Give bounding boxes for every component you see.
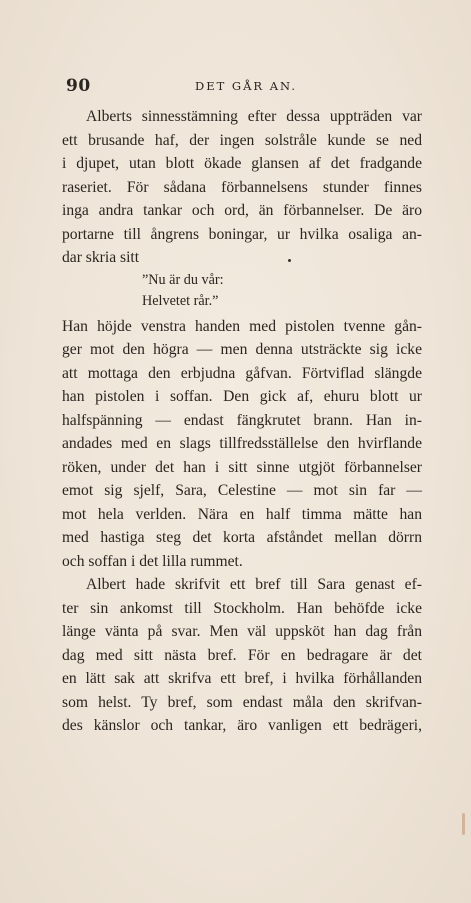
text-line: som helst. Ty bref, som endast måla den skrifvan- (62, 693, 422, 711)
text-line: dar skria sitt (62, 249, 140, 266)
text-line: ter sin ankomst till Stockholm. Han behöfde icke (62, 599, 422, 617)
ink-dot (288, 259, 291, 262)
text-line: röken, under det han i sitt sinne utgjöt förbannelser (62, 458, 422, 476)
text-line: Alberts sinnesstämning efter dessa uppträden var (86, 108, 422, 125)
page-number: 90 (66, 76, 91, 96)
text-line: emot sig sjelf, Sara, Celestine — mot sin far — (62, 482, 422, 499)
text-line: att mottaga den erbjudna gåfvan. Förtviflad slängde (62, 364, 422, 382)
text-line: med hastiga steg det korta afståndet mellan dörrn (62, 529, 422, 546)
paper-stain (462, 813, 465, 835)
text-line: en lätt sak att skrifva ett bref, i hvilka förhållanden (62, 670, 422, 687)
text-line: portarne till ångrens boningar, ur hvilka osaliga an- (62, 225, 422, 243)
text-line: halfspänning — endast fängkrutet brann. Han in- (62, 411, 422, 429)
text-line: dag med sitt nästa bref. För en bedragare är det (62, 646, 422, 664)
text-line: mot hela verlden. Nära en half timma mätte han (62, 505, 422, 523)
text-line: länge vänta på svar. Men väl uppsköt han dag från (62, 623, 422, 640)
text-line: andades med en slags tillfredsställelse den hvirflande (62, 435, 422, 452)
text-line: ett brusande haf, der ingen solstråle kunde se ned (62, 131, 422, 149)
text-line: han pistolen i soffan. Den gick af, ehuru blott ur (62, 388, 422, 405)
text-line: des känslor och tankar, äro vanligen ett bedrägeri, (62, 717, 422, 734)
verse-line: Helvetet rår.” (142, 292, 219, 309)
text-line: Albert hade skrifvit ett bref till Sara genast ef- (86, 576, 422, 593)
text-line: raseriet. För sådana förbannelsens stunder finnes (62, 178, 422, 196)
running-head: DET GÅR AN. (194, 79, 298, 93)
text-line: i djupet, utan blott ökade glansen af det fradgande (62, 155, 422, 172)
text-line: ger mot den högra — men denna utsträckte sig icke (62, 341, 422, 358)
body-text (62, 105, 422, 738)
page-header (66, 76, 426, 98)
text-line: och soffan i det lilla rummet. (62, 552, 243, 570)
text-line: inga andra tankar och ord, än förbannelser. De äro (62, 202, 422, 219)
verse-line: ”Nu är du vår: (142, 271, 224, 288)
text-line: Han höjde venstra handen med pistolen tvenne gån- (62, 317, 422, 335)
